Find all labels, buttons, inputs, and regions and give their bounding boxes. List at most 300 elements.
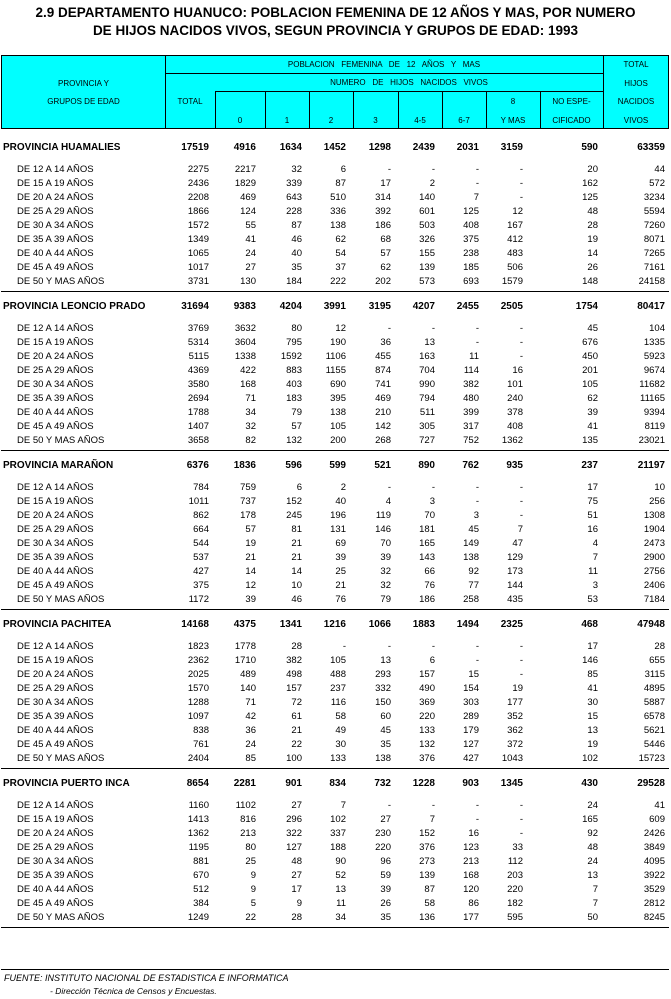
- header-total-hijos-2: HIJOS: [624, 79, 648, 88]
- cell-hijos-8-mas: 1362: [501, 435, 523, 446]
- cell-total: 862: [193, 510, 209, 521]
- cell-total-hijos: 609: [649, 814, 665, 825]
- cell-total-hijos: 8245: [643, 912, 665, 923]
- cell-hijos-8-mas: 408: [507, 421, 523, 432]
- cell-total: 3731: [187, 276, 209, 287]
- cell-hijos-8-mas: 935: [506, 460, 523, 471]
- cell-hijos-2: 336: [330, 206, 346, 217]
- age-group-label: DE 45 A 49 AÑOS: [17, 580, 94, 591]
- cell-no-especificado: 85: [587, 669, 598, 680]
- cell-total-hijos: 80417: [637, 301, 665, 312]
- cell-no-especificado: 75: [587, 496, 598, 507]
- header-col-8-bottom: Y MAS: [500, 116, 526, 125]
- cell-total-hijos: 29528: [637, 778, 665, 789]
- cell-hijos-2: 131: [330, 524, 346, 535]
- cell-hijos-8-mas: 177: [507, 697, 523, 708]
- cell-hijos-6-7: 149: [463, 538, 479, 549]
- cell-hijos-3: 293: [375, 669, 391, 680]
- cell-total: 3658: [187, 435, 209, 446]
- cell-hijos-3: 741: [375, 379, 391, 390]
- cell-hijos-1: 228: [286, 206, 302, 217]
- cell-hijos-0: 130: [240, 276, 256, 287]
- cell-total: 2208: [187, 192, 209, 203]
- cell-total-hijos: 4095: [643, 856, 665, 867]
- cell-no-especificado: 125: [582, 192, 598, 203]
- cell-hijos-1: 127: [286, 842, 302, 853]
- cell-hijos-6-7: 45: [468, 524, 479, 535]
- cell-no-especificado: 105: [582, 379, 598, 390]
- age-group-row: [1, 799, 669, 813]
- age-group-row: [1, 579, 669, 593]
- cell-total: 1788: [187, 407, 209, 418]
- age-group-label: DE 35 A 39 AÑOS: [17, 870, 94, 881]
- cell-hijos-8-mas: -: [519, 641, 523, 652]
- age-group-label: DE 30 A 34 AÑOS: [17, 697, 94, 708]
- cell-total: 670: [193, 870, 209, 881]
- title-line-1: 2.9 DEPARTAMENTO HUANUCO: POBLACION FEMENINA DE 12 AÑOS Y MAS, POR NUMERO: [35, 5, 636, 20]
- cell-hijos-0: 55: [245, 220, 256, 231]
- cell-hijos-0: 80: [245, 842, 256, 853]
- header-col-1: 1: [284, 116, 290, 125]
- province-name: PROVINCIA PUERTO INCA: [3, 778, 130, 789]
- cell-hijos-6-7: 258: [463, 594, 479, 605]
- age-group-label: DE 30 A 34 AÑOS: [17, 856, 94, 867]
- cell-hijos-2: 1216: [323, 619, 346, 630]
- cell-hijos-2: 87: [335, 178, 346, 189]
- cell-hijos-0: 9: [250, 870, 256, 881]
- cell-hijos-0: 5: [250, 898, 256, 909]
- cell-total: 1572: [187, 220, 209, 231]
- cell-hijos-6-7: 1494: [456, 619, 479, 630]
- cell-hijos-0: 34: [245, 407, 256, 418]
- cell-hijos-6-7: 382: [463, 379, 479, 390]
- cell-total: 881: [193, 856, 209, 867]
- cell-hijos-1: 132: [286, 435, 302, 446]
- cell-hijos-4-5: 66: [424, 566, 435, 577]
- cell-hijos-1: 72: [291, 697, 302, 708]
- cell-total-hijos: 8071: [643, 234, 665, 245]
- age-group-row: [1, 654, 669, 668]
- cell-no-especificado: 24: [587, 800, 598, 811]
- cell-hijos-6-7: 693: [463, 276, 479, 287]
- cell-hijos-8-mas: 19: [512, 683, 523, 694]
- cell-hijos-1: 403: [286, 379, 302, 390]
- cell-total: 2275: [187, 164, 209, 175]
- cell-hijos-1: 46: [291, 594, 302, 605]
- header-poblacion: POBLACION FEMENINA DE 12 AÑOS Y MAS: [287, 60, 481, 69]
- cell-hijos-2: 52: [335, 870, 346, 881]
- cell-hijos-6-7: -: [475, 800, 479, 811]
- cell-no-especificado: 590: [581, 142, 598, 153]
- age-group-row: [1, 163, 669, 177]
- age-group-label: DE 25 A 29 AÑOS: [17, 842, 94, 853]
- cell-hijos-1: 17: [291, 884, 302, 895]
- cell-hijos-1: 643: [286, 192, 302, 203]
- cell-hijos-2: 6: [340, 164, 346, 175]
- cell-hijos-2: 34: [335, 912, 346, 923]
- cell-no-especificado: 4: [592, 538, 598, 549]
- cell-total: 537: [193, 552, 209, 563]
- cell-hijos-4-5: 186: [419, 594, 435, 605]
- cell-hijos-2: 337: [330, 828, 346, 839]
- cell-total-hijos: 2426: [643, 828, 665, 839]
- cell-hijos-0: 737: [240, 496, 256, 507]
- age-group-row: [1, 640, 669, 654]
- cell-total-hijos: 10: [654, 482, 665, 493]
- cell-hijos-1: 79: [291, 407, 302, 418]
- cell-total: 1349: [187, 234, 209, 245]
- cell-no-especificado: 53: [587, 594, 598, 605]
- cell-hijos-2: 49: [335, 725, 346, 736]
- cell-hijos-4-5: -: [431, 482, 435, 493]
- cell-hijos-1: 27: [291, 800, 302, 811]
- header-col-0: 0: [237, 116, 243, 125]
- age-group-label: DE 30 A 34 AÑOS: [17, 538, 94, 549]
- cell-total: 1249: [187, 912, 209, 923]
- cell-hijos-6-7: 16: [468, 828, 479, 839]
- cell-no-especificado: 28: [587, 220, 598, 231]
- cell-hijos-8-mas: -: [519, 510, 523, 521]
- cell-total: 1288: [187, 697, 209, 708]
- cell-hijos-4-5: 165: [419, 538, 435, 549]
- cell-hijos-1: 901: [285, 778, 302, 789]
- cell-hijos-2: 834: [329, 778, 346, 789]
- cell-hijos-0: 71: [245, 393, 256, 404]
- cell-hijos-8-mas: 144: [507, 580, 523, 591]
- cell-total-hijos: 7260: [643, 220, 665, 231]
- cell-hijos-8-mas: 372: [507, 739, 523, 750]
- cell-hijos-8-mas: 1043: [501, 753, 523, 764]
- cell-hijos-2: 599: [329, 460, 346, 471]
- cell-hijos-1: 100: [286, 753, 302, 764]
- cell-hijos-8-mas: 112: [507, 856, 523, 867]
- cell-hijos-1: 28: [291, 912, 302, 923]
- age-group-label: DE 40 A 44 AÑOS: [17, 884, 94, 895]
- age-group-label: DE 25 A 29 AÑOS: [17, 206, 94, 217]
- cell-hijos-8-mas: 7: [517, 524, 523, 535]
- cell-total: 14168: [181, 619, 209, 630]
- cell-hijos-3: 138: [375, 753, 391, 764]
- cell-total-hijos: 6578: [643, 711, 665, 722]
- age-group-row: [1, 392, 669, 406]
- cell-total-hijos: 256: [649, 496, 665, 507]
- cell-total-hijos: 3234: [643, 192, 665, 203]
- age-group-label: DE 50 Y MAS AÑOS: [17, 435, 105, 446]
- cell-hijos-0: 85: [245, 753, 256, 764]
- cell-hijos-6-7: -: [475, 178, 479, 189]
- cell-hijos-4-5: 727: [419, 435, 435, 446]
- cell-hijos-3: 35: [380, 739, 391, 750]
- cell-hijos-3: 79: [380, 594, 391, 605]
- age-group-row: [1, 537, 669, 551]
- cell-hijos-3: 59: [380, 870, 391, 881]
- cell-hijos-6-7: 179: [463, 725, 479, 736]
- cell-hijos-6-7: 289: [463, 711, 479, 722]
- cell-hijos-8-mas: -: [519, 828, 523, 839]
- cell-total: 2404: [187, 753, 209, 764]
- cell-hijos-6-7: 114: [463, 365, 479, 376]
- cell-hijos-3: 119: [375, 510, 391, 521]
- cell-hijos-8-mas: 129: [507, 552, 523, 563]
- cell-hijos-0: 82: [245, 435, 256, 446]
- cell-hijos-3: 70: [380, 538, 391, 549]
- cell-hijos-4-5: 136: [419, 912, 435, 923]
- cell-hijos-3: 35: [380, 912, 391, 923]
- age-group-row: [1, 869, 669, 883]
- cell-total: 17519: [181, 142, 209, 153]
- province-name: PROVINCIA MARAÑON: [3, 460, 114, 471]
- cell-hijos-1: 28: [291, 641, 302, 652]
- age-group-label: DE 40 A 44 AÑOS: [17, 566, 94, 577]
- cell-no-especificado: 41: [587, 683, 598, 694]
- cell-hijos-4-5: 794: [419, 393, 435, 404]
- cell-hijos-2: 116: [330, 697, 346, 708]
- cell-total: 3769: [187, 323, 209, 334]
- cell-hijos-3: 146: [375, 524, 391, 535]
- cell-hijos-8-mas: -: [519, 482, 523, 493]
- cell-total-hijos: 5621: [643, 725, 665, 736]
- cell-hijos-1: 10: [291, 580, 302, 591]
- cell-no-especificado: 15: [587, 711, 598, 722]
- province-name: PROVINCIA PACHITEA: [3, 619, 112, 630]
- cell-total-hijos: 3529: [643, 884, 665, 895]
- cell-hijos-8-mas: 220: [507, 884, 523, 895]
- cell-hijos-4-5: 1883: [412, 619, 435, 630]
- cell-no-especificado: 1754: [575, 301, 598, 312]
- cell-hijos-3: 13: [380, 655, 391, 666]
- cell-hijos-3: 62: [380, 262, 391, 273]
- cell-total-hijos: 3922: [643, 870, 665, 881]
- cell-hijos-6-7: 86: [468, 898, 479, 909]
- cell-no-especificado: 7: [592, 884, 598, 895]
- age-group-label: DE 35 A 39 AÑOS: [17, 393, 94, 404]
- cell-hijos-2: 13: [335, 884, 346, 895]
- header-col-4-5: 4-5: [414, 116, 426, 125]
- cell-hijos-8-mas: 1579: [501, 276, 523, 287]
- cell-hijos-6-7: -: [475, 641, 479, 652]
- cell-total: 6376: [186, 460, 209, 471]
- cell-hijos-3: 455: [375, 351, 391, 362]
- cell-no-especificado: 19: [587, 739, 598, 750]
- cell-hijos-0: 469: [240, 192, 256, 203]
- cell-hijos-8-mas: -: [519, 655, 523, 666]
- cell-hijos-6-7: 127: [463, 739, 479, 750]
- cell-hijos-1: 27: [291, 870, 302, 881]
- cell-hijos-0: 42: [245, 711, 256, 722]
- header-noesp-bottom: CIFICADO: [552, 116, 591, 125]
- cell-hijos-3: -: [387, 641, 391, 652]
- cell-hijos-4-5: 890: [418, 460, 435, 471]
- cell-total-hijos: 3115: [644, 669, 665, 680]
- cell-hijos-2: 69: [335, 538, 346, 549]
- cell-hijos-2: 105: [330, 421, 346, 432]
- cell-hijos-4-5: 163: [419, 351, 435, 362]
- cell-hijos-0: 3604: [234, 337, 256, 348]
- cell-total-hijos: 7184: [643, 594, 665, 605]
- cell-hijos-3: 210: [375, 407, 391, 418]
- age-group-label: DE 12 A 14 AÑOS: [17, 482, 94, 493]
- cell-hijos-2: -: [342, 641, 346, 652]
- cell-hijos-4-5: 140: [419, 192, 435, 203]
- age-group-label: DE 40 A 44 AÑOS: [17, 407, 94, 418]
- cell-total-hijos: 3849: [643, 842, 665, 853]
- cell-hijos-4-5: 2: [429, 178, 435, 189]
- section-divider: [1, 927, 669, 928]
- cell-hijos-1: 245: [286, 510, 302, 521]
- age-group-label: DE 12 A 14 AÑOS: [17, 641, 94, 652]
- cell-no-especificado: 41: [587, 421, 598, 432]
- cell-hijos-2: 25: [335, 566, 346, 577]
- cell-hijos-8-mas: -: [519, 192, 523, 203]
- cell-hijos-0: 489: [240, 669, 256, 680]
- cell-total-hijos: 23021: [638, 435, 665, 446]
- cell-hijos-1: 795: [286, 337, 302, 348]
- cell-hijos-1: 183: [286, 393, 302, 404]
- footer-rule: [1, 969, 669, 970]
- cell-hijos-3: 4: [385, 496, 391, 507]
- cell-hijos-3: 3195: [368, 301, 391, 312]
- cell-no-especificado: 30: [587, 697, 598, 708]
- cell-hijos-4-5: 143: [419, 552, 435, 563]
- cell-total: 3580: [187, 379, 209, 390]
- cell-hijos-8-mas: 182: [507, 898, 523, 909]
- cell-total: 384: [193, 898, 209, 909]
- age-group-row: [1, 509, 669, 523]
- cell-hijos-0: 24: [245, 248, 256, 259]
- cell-no-especificado: 676: [582, 337, 598, 348]
- cell-hijos-4-5: 305: [419, 421, 435, 432]
- cell-total: 1160: [188, 800, 209, 811]
- cell-hijos-1: 48: [291, 856, 302, 867]
- cell-hijos-2: 690: [330, 379, 346, 390]
- cell-total-hijos: 47948: [637, 619, 665, 630]
- age-group-label: DE 45 A 49 AÑOS: [17, 739, 94, 750]
- age-group-row: [1, 565, 669, 579]
- age-group-row: [1, 481, 669, 495]
- cell-no-especificado: 7: [592, 898, 598, 909]
- age-group-row: [1, 523, 669, 537]
- cell-hijos-1: 22: [291, 739, 302, 750]
- cell-total-hijos: 63359: [637, 142, 665, 153]
- cell-hijos-6-7: -: [475, 814, 479, 825]
- cell-hijos-3: 45: [380, 725, 391, 736]
- cell-hijos-1: 21: [291, 725, 302, 736]
- cell-hijos-6-7: 92: [468, 566, 479, 577]
- cell-hijos-0: 1338: [234, 351, 256, 362]
- cell-total-hijos: 11682: [639, 379, 665, 390]
- cell-hijos-6-7: 168: [463, 870, 479, 881]
- cell-hijos-2: 37: [335, 262, 346, 273]
- cell-hijos-4-5: 157: [419, 669, 435, 680]
- cell-no-especificado: 48: [587, 842, 598, 853]
- cell-total: 5314: [187, 337, 209, 348]
- age-group-label: DE 20 A 24 AÑOS: [17, 192, 94, 203]
- cell-hijos-8-mas: 378: [507, 407, 523, 418]
- cell-total: 1823: [187, 641, 209, 652]
- age-group-label: DE 12 A 14 AÑOS: [17, 164, 94, 175]
- cell-hijos-1: 184: [286, 276, 302, 287]
- cell-total: 427: [193, 566, 209, 577]
- cell-hijos-1: 21: [291, 552, 302, 563]
- cell-total-hijos: 5923: [643, 351, 665, 362]
- cell-no-especificado: 62: [587, 393, 598, 404]
- source-note-1: FUENTE: INSTITUTO NACIONAL DE ESTADISTICA E INFORMATICA: [4, 973, 289, 983]
- cell-hijos-6-7: -: [475, 323, 479, 334]
- cell-hijos-2: 3991: [323, 301, 346, 312]
- cell-hijos-2: 62: [335, 234, 346, 245]
- cell-no-especificado: 26: [587, 262, 598, 273]
- cell-hijos-8-mas: 595: [507, 912, 523, 923]
- cell-hijos-0: 816: [240, 814, 256, 825]
- cell-hijos-4-5: 70: [424, 510, 435, 521]
- cell-hijos-4-5: 6: [429, 655, 435, 666]
- cell-no-especificado: 24: [587, 856, 598, 867]
- cell-hijos-6-7: -: [475, 164, 479, 175]
- header-noesp-top: NO ESPE-: [552, 97, 591, 106]
- cell-hijos-2: 488: [330, 669, 346, 680]
- age-group-label: DE 45 A 49 AÑOS: [17, 262, 94, 273]
- cell-hijos-8-mas: 506: [507, 262, 523, 273]
- cell-hijos-0: 1710: [234, 655, 256, 666]
- cell-hijos-8-mas: 203: [507, 870, 523, 881]
- cell-hijos-2: 21: [335, 580, 346, 591]
- age-group-label: DE 50 Y MAS AÑOS: [17, 594, 105, 605]
- cell-hijos-0: 19: [245, 538, 256, 549]
- cell-hijos-6-7: -: [475, 482, 479, 493]
- cell-no-especificado: 7: [592, 552, 598, 563]
- age-group-label: DE 50 Y MAS AÑOS: [17, 912, 105, 923]
- cell-total-hijos: 9394: [643, 407, 665, 418]
- age-group-row: [1, 219, 669, 233]
- cell-total: 5115: [188, 351, 209, 362]
- cell-hijos-2: 30: [335, 739, 346, 750]
- cell-total: 1407: [187, 421, 209, 432]
- age-group-row: [1, 350, 669, 364]
- age-group-label: DE 12 A 14 AÑOS: [17, 323, 94, 334]
- age-group-label: DE 25 A 29 AÑOS: [17, 524, 94, 535]
- age-group-label: DE 35 A 39 AÑOS: [17, 234, 94, 245]
- cell-hijos-2: 1155: [325, 365, 346, 376]
- cell-total: 2362: [187, 655, 209, 666]
- age-group-label: DE 45 A 49 AÑOS: [17, 898, 94, 909]
- age-group-label: DE 30 A 34 AÑOS: [17, 220, 94, 231]
- cell-hijos-8-mas: 33: [512, 842, 523, 853]
- cell-hijos-3: 332: [375, 683, 391, 694]
- cell-no-especificado: 237: [581, 460, 598, 471]
- age-group-row: [1, 177, 669, 191]
- age-group-label: DE 15 A 19 AÑOS: [17, 655, 94, 666]
- cell-hijos-0: 124: [240, 206, 256, 217]
- cell-hijos-1: 596: [285, 460, 302, 471]
- cell-hijos-6-7: 11: [469, 351, 479, 362]
- cell-total-hijos: 15723: [638, 753, 665, 764]
- cell-hijos-1: 9: [296, 898, 302, 909]
- cell-no-especificado: 20: [587, 164, 598, 175]
- cell-total-hijos: 655: [649, 655, 665, 666]
- cell-hijos-2: 11: [336, 898, 346, 909]
- cell-hijos-3: 1066: [368, 619, 391, 630]
- cell-hijos-6-7: 77: [468, 580, 479, 591]
- cell-hijos-2: 395: [330, 393, 346, 404]
- province-row: [1, 300, 669, 314]
- cell-hijos-4-5: 3: [429, 496, 435, 507]
- cell-hijos-6-7: 317: [463, 421, 479, 432]
- cell-no-especificado: 13: [587, 870, 598, 881]
- cell-hijos-1: 4204: [279, 301, 302, 312]
- age-group-row: [1, 261, 669, 275]
- age-group-label: DE 25 A 29 AÑOS: [17, 683, 94, 694]
- cell-hijos-1: 40: [291, 248, 302, 259]
